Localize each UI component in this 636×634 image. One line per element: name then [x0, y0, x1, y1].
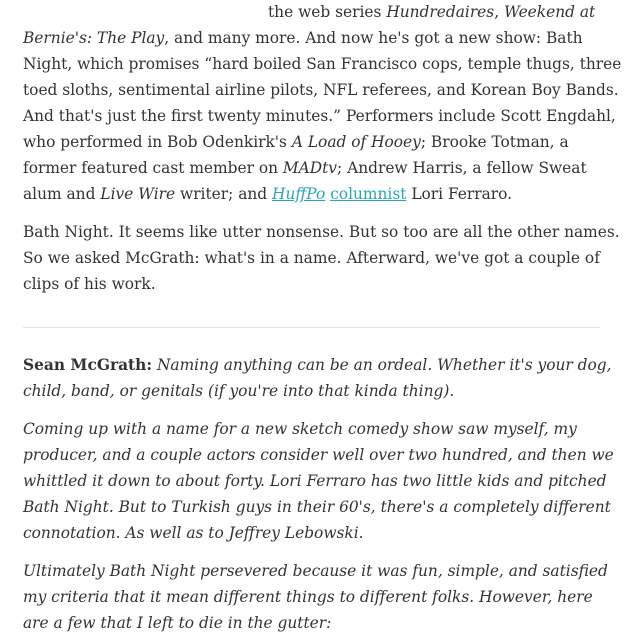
- text-run: the web series: [268, 3, 387, 21]
- inline-link[interactable]: columnist: [330, 185, 407, 203]
- text-run: ; Brooke Totman, a former featured cast member on: [23, 133, 569, 177]
- interview-answer-1: [23, 352, 623, 404]
- text-run: ; Andrew Harris, a fellow Sweat alum and: [23, 159, 587, 203]
- intro-paragraph: [23, 0, 623, 207]
- interview-answer-2: Coming up with a name for a new sketch comedy show saw myself, my producer, and a couple actors consider well over two hundred, and then we whittled it down to about forty. Lori Ferraro has two little kids and pitched Bath Night. But to Turkish guys in their 60's, there's a completely different connotation. As well as to Jeffrey Lebowski.: [23, 420, 614, 542]
- text-run: , and many more. And now he's got a new show: Bath Night, which promises “hard boiled San Francisco cops, temple thugs, three toed sloths, sentimental airline pilots, NFL referees, and Korean Boy Bands. And that's just the first twenty minutes.” Performers include Scott Engdahl, who performed in Bob Odenkirk's: [23, 29, 622, 151]
- italic-title: Weekend at Bernie's: The Play: [23, 3, 596, 47]
- interview-answer-3: Ultimately Bath Night persevered because it was fun, simple, and satisfied my criteria that it mean different things to different folks. However, here are a few that I left to die in the gutter:: [23, 562, 608, 632]
- answer-text: Naming anything can be an ordeal. Whether it's your dog, child, band, or genitals (if you're into that kinda thing).: [23, 356, 612, 400]
- text-run: Lori Ferraro.: [406, 185, 513, 203]
- section-divider: [23, 327, 600, 328]
- italic-title: Hundredaires: [386, 3, 495, 21]
- text-run: ,: [494, 3, 504, 21]
- speaker-name: Sean McGrath:: [23, 356, 153, 374]
- italic-title: MADtv: [282, 159, 337, 177]
- inline-link[interactable]: HuffPo: [272, 185, 326, 203]
- italic-title: Live Wire: [100, 185, 176, 203]
- italic-title: A Load of Hooey: [291, 133, 421, 151]
- text-run: writer; and: [175, 185, 273, 203]
- intro-paragraph-2: Bath Night. It seems like utter nonsense. But so too are all the other names. So we asked McGrath: what's in a name. Afterward, we've got a couple of clips of his work.: [23, 223, 620, 293]
